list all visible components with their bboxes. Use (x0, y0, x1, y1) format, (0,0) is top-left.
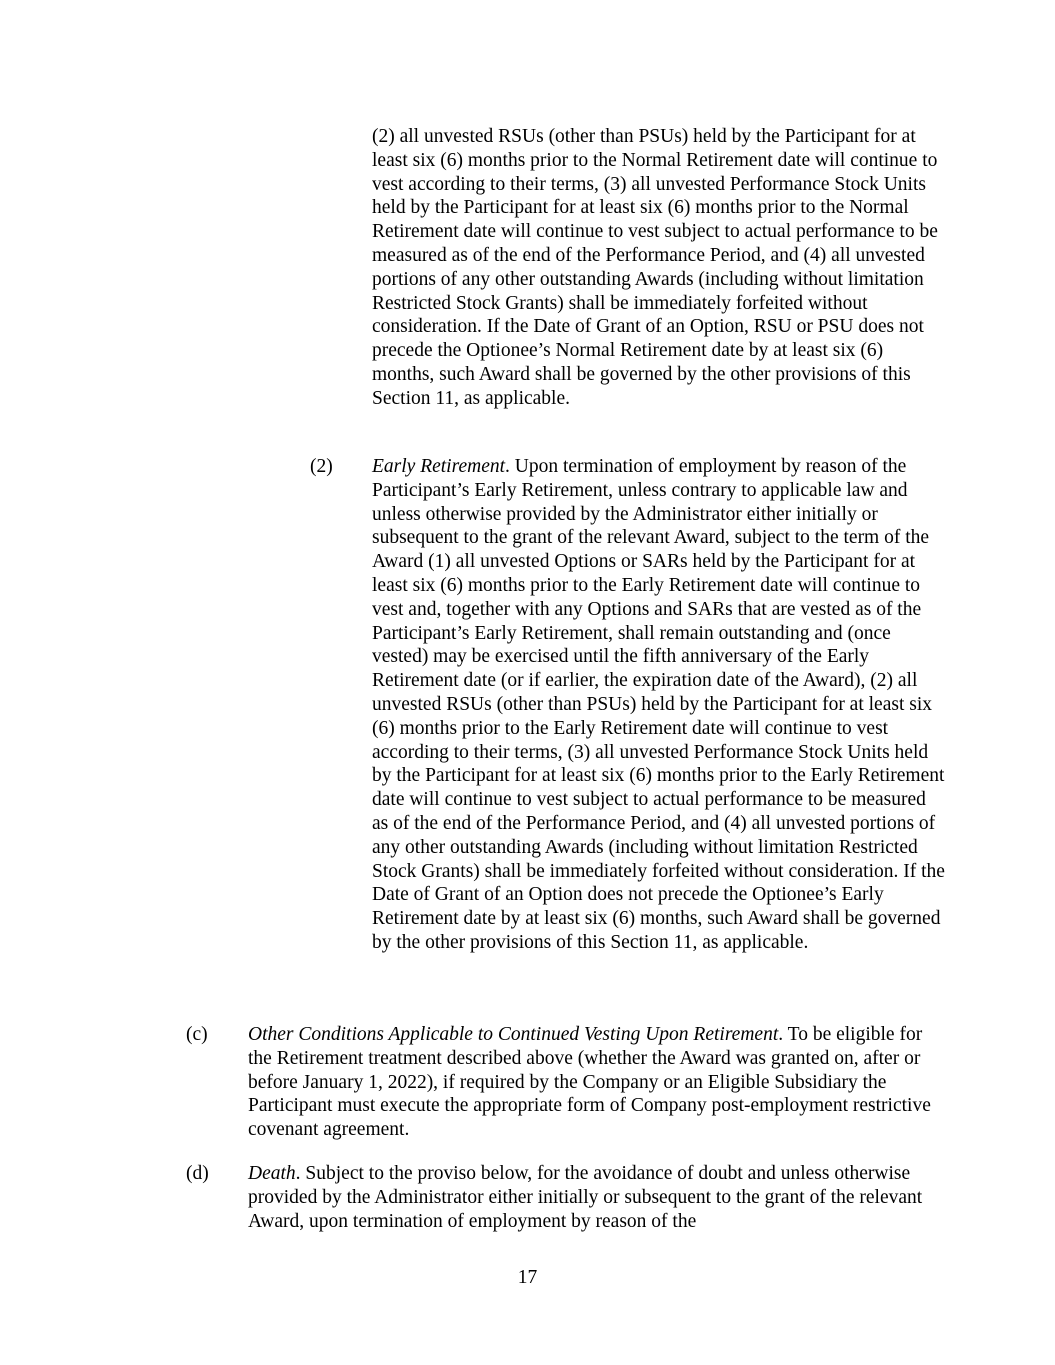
item-number-other-conditions: (c) (186, 1024, 208, 1045)
item-number-death: (d) (186, 1163, 209, 1184)
item-heading-early-retirement: Early Retirement (372, 456, 506, 477)
item-death (248, 1162, 948, 1233)
item-text-death: . Subject to the proviso below, for the avoidance of doubt and unless otherwise provided by the Administrator either initially or subsequent to the grant of the relevant Award, upon termination of employment by reason of the (248, 1163, 923, 1232)
continued-paragraph: (2) all unvested RSUs (other than PSUs) held by the Participant for at least six (6) months prior to the Normal Retirement date will continue to vest according to their terms, (3) all unvested Performance Stock Units held by the Participant for at least six (6) months prior to the Normal Retirement date will continue to vest subject to actual performance to be measured as of the end of the Performance Period, and (4) all unvested portions of any other outstanding Awards (including without limitation Restricted Stock Grants) shall be immediately forfeited without consideration. If the Date of Grant of an Option, RSU or PSU does not precede the Optionee’s Normal Retirement date by at least six (6) months, such Award shall be governed by the other provisions of this Section 11, as applicable. (372, 126, 938, 409)
page-number: 17 (517, 1267, 538, 1288)
item-text-early-retirement: . Upon termination of employment by reason of the Participant’s Early Retirement, unless contrary to applicable law and unless otherwise provided by the Administrator either initially or subsequent to the grant of the relevant Award, subject to the term of the Award (1) all unvested Options or SARs held by the Participant for at least six (6) months prior to the Early Retirement date will continue to vest and, together with any Options and SARs that are vested as of the Participant’s Early Retirement, shall remain outstanding and (once vested) may be exercised until the fifth anniversary of the Early Retirement date (or if earlier, the expiration date of the Award), (2) all unvested RSUs (other than PSUs) held by the Participant for at least six (6) months prior to the Early Retirement date will continue to vest according to their terms, (3) all unvested Performance Stock Units held by the Participant for at least six (6) months prior to the Early Retirement date will continue to vest subject to actual performance to be measured as of the end of the Performance Period, and (4) all unvested portions of any other outstanding Awards (including without limitation Restricted Stock Grants) shall be immediately forfeited without consideration. If the Date of Grant of an Option does not precede the Optionee’s Early Retirement date by at least six (6) months, such Award shall be governed by the other provisions of this Section 11, as applicable. (372, 456, 945, 953)
item-other-conditions (248, 1023, 948, 1142)
item-heading-other-conditions: Other Conditions Applicable to Continued Vesting Upon Retirement (248, 1024, 779, 1045)
item-early-retirement (372, 455, 947, 955)
item-heading-death: Death (248, 1163, 296, 1184)
item-number-early-retirement: (2) (310, 456, 333, 477)
item-text-other-conditions: . To be eligible for the Retirement treatment described above (whether the Award was granted on, after or before January 1, 2022), if required by the Company or an Eligible Subsidiary the Participant must execute the appropriate form of Company post-employment restrictive covenant agreement. (248, 1024, 931, 1141)
